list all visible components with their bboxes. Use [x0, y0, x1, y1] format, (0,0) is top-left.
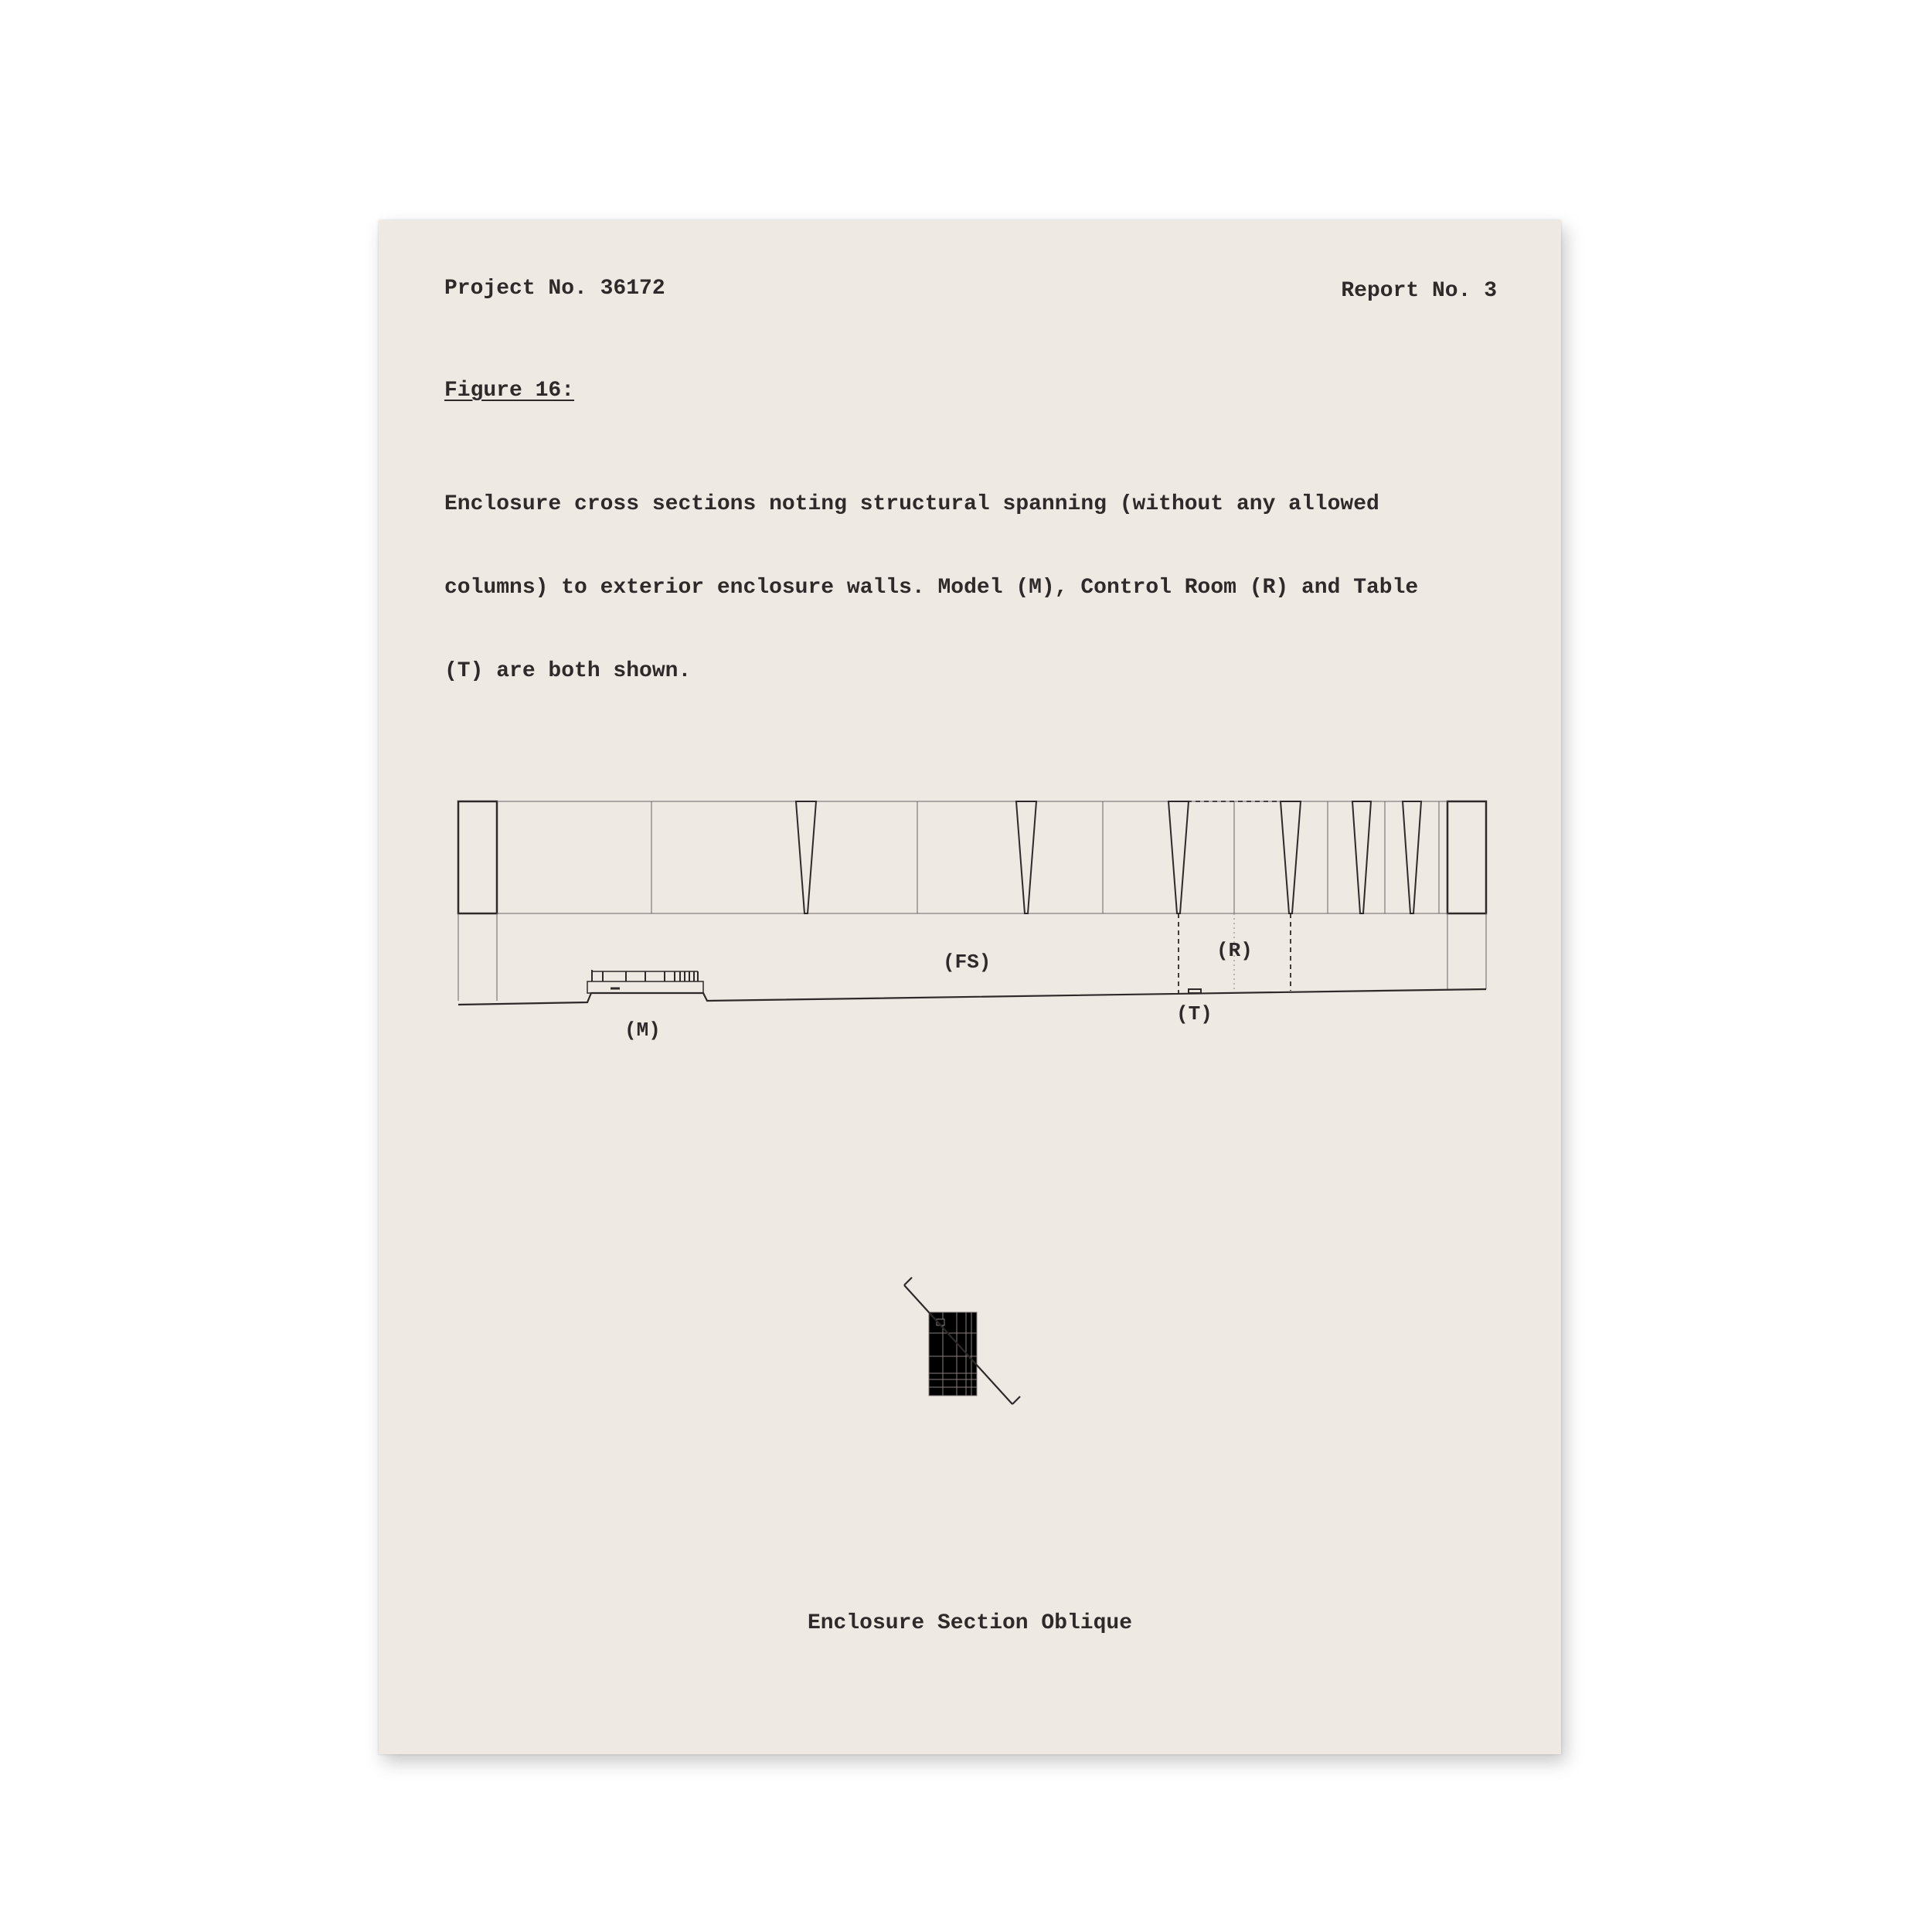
figure-label: Figure 16: [444, 379, 575, 403]
caption-line: Enclosure cross sections noting structural spanning (without any allowed [444, 492, 1379, 516]
label-fs: (FS) [943, 951, 992, 974]
end-wall-right [1447, 801, 1486, 913]
end-wall-left [458, 801, 497, 913]
label-m: (M) [624, 1019, 661, 1042]
project-number: Project No. 36172 [444, 277, 665, 301]
label-t: (T) [1176, 1002, 1213, 1026]
report-number: Report No. 3 [1341, 279, 1497, 303]
truss [1168, 801, 1189, 913]
caption-line: columns) to exterior enclosure walls. Model (M), Control Room (R) and Table [444, 576, 1419, 600]
truss [1016, 801, 1036, 913]
enclosure-section-diagram [379, 220, 1561, 1754]
truss [796, 801, 816, 913]
truss [1403, 801, 1421, 913]
label-r: (R) [1216, 939, 1253, 962]
document-page [379, 220, 1561, 1754]
truss [1281, 801, 1301, 913]
floor-line [458, 989, 1486, 1005]
section-oblique-symbol [904, 1277, 1020, 1404]
footer-title: Enclosure Section Oblique [807, 1611, 1133, 1635]
truss [1352, 801, 1371, 913]
caption-line: (T) are both shown. [444, 659, 692, 683]
